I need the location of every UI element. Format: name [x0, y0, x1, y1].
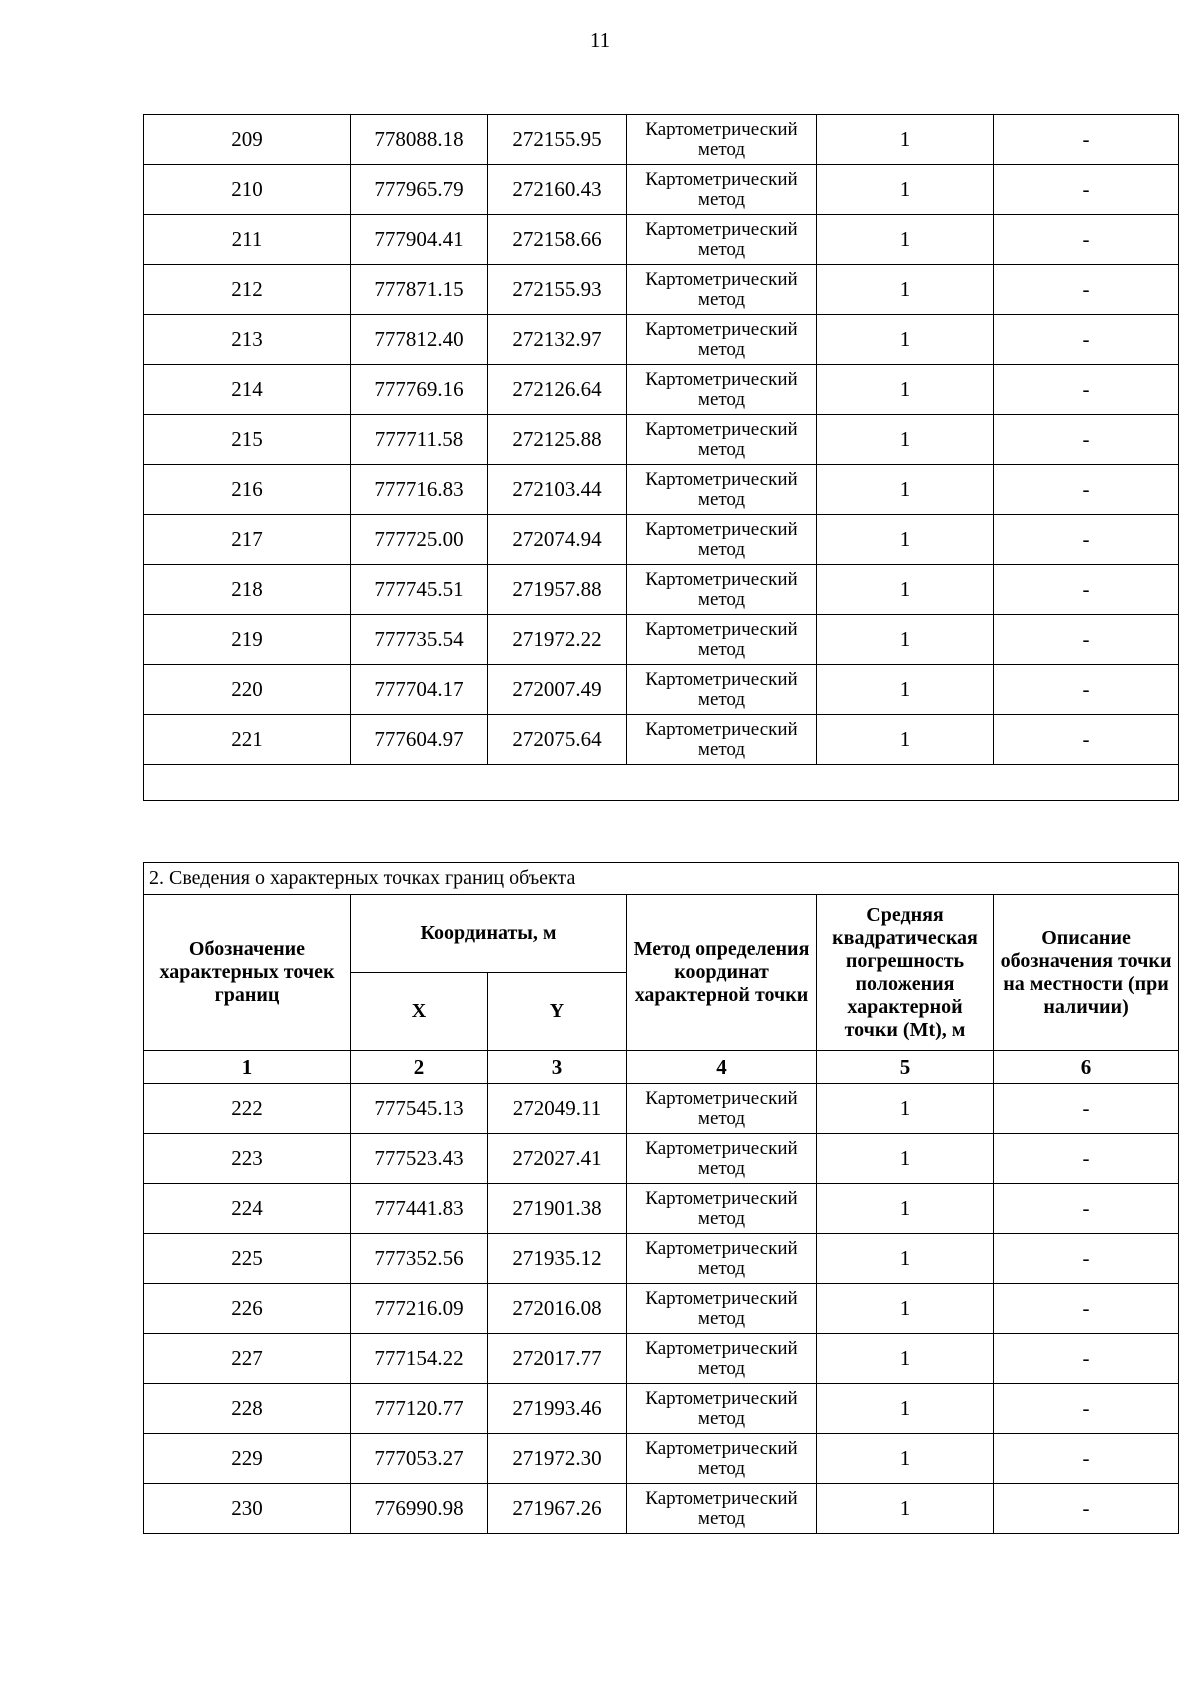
empty-cell — [144, 765, 1179, 801]
header-y: Y — [488, 973, 627, 1051]
y-cell: 272125.88 — [488, 415, 627, 465]
error-cell: 1 — [817, 1084, 994, 1134]
table-row — [144, 465, 1179, 515]
table-row — [144, 565, 1179, 615]
x-cell: 777154.22 — [351, 1334, 488, 1384]
description-cell: - — [994, 565, 1179, 615]
description-cell: - — [994, 1334, 1179, 1384]
column-number: 1 — [144, 1051, 351, 1084]
x-cell: 778088.18 — [351, 115, 488, 165]
column-number: 3 — [488, 1051, 627, 1084]
method-cell: Картометрический метод — [627, 515, 817, 565]
point-cell: 227 — [144, 1334, 351, 1384]
method-cell: Картометрический метод — [627, 1334, 817, 1384]
method-cell: Картометрический метод — [627, 215, 817, 265]
table-row — [144, 315, 1179, 365]
table-row — [144, 365, 1179, 415]
y-cell: 271967.26 — [488, 1484, 627, 1534]
point-cell: 223 — [144, 1134, 351, 1184]
point-cell: 214 — [144, 365, 351, 415]
table-row — [144, 1284, 1179, 1334]
description-cell: - — [994, 215, 1179, 265]
empty-row — [144, 765, 1179, 801]
description-cell: - — [994, 1434, 1179, 1484]
error-cell: 1 — [817, 1384, 994, 1434]
method-cell: Картометрический метод — [627, 1184, 817, 1234]
y-cell: 271993.46 — [488, 1384, 627, 1434]
method-cell: Картометрический метод — [627, 1234, 817, 1284]
x-cell: 777545.13 — [351, 1084, 488, 1134]
point-cell: 209 — [144, 115, 351, 165]
description-cell: - — [994, 315, 1179, 365]
x-cell: 777120.77 — [351, 1384, 488, 1434]
description-cell: - — [994, 665, 1179, 715]
error-cell: 1 — [817, 1234, 994, 1284]
method-cell: Картометрический метод — [627, 415, 817, 465]
method-cell: Картометрический метод — [627, 165, 817, 215]
point-cell: 226 — [144, 1284, 351, 1334]
error-cell: 1 — [817, 265, 994, 315]
description-cell: - — [994, 365, 1179, 415]
error-cell: 1 — [817, 515, 994, 565]
point-cell: 220 — [144, 665, 351, 715]
method-cell: Картометрический метод — [627, 1384, 817, 1434]
point-cell: 210 — [144, 165, 351, 215]
error-cell: 1 — [817, 415, 994, 465]
column-number: 2 — [351, 1051, 488, 1084]
point-cell: 213 — [144, 315, 351, 365]
error-cell: 1 — [817, 565, 994, 615]
table-row — [144, 1084, 1179, 1134]
method-cell: Картометрический метод — [627, 465, 817, 515]
point-cell: 218 — [144, 565, 351, 615]
x-cell: 777725.00 — [351, 515, 488, 565]
point-cell: 217 — [144, 515, 351, 565]
method-cell: Картометрический метод — [627, 715, 817, 765]
error-cell: 1 — [817, 1334, 994, 1384]
method-cell: Картометрический метод — [627, 315, 817, 365]
x-cell: 776990.98 — [351, 1484, 488, 1534]
y-cell: 271972.22 — [488, 615, 627, 665]
error-cell: 1 — [817, 715, 994, 765]
x-cell: 777769.16 — [351, 365, 488, 415]
y-cell: 272160.43 — [488, 165, 627, 215]
boundary-points-table — [143, 862, 1179, 1534]
description-cell: - — [994, 615, 1179, 665]
point-cell: 230 — [144, 1484, 351, 1534]
description-cell: - — [994, 1134, 1179, 1184]
error-cell: 1 — [817, 165, 994, 215]
column-number: 6 — [994, 1051, 1179, 1084]
method-cell: Картометрический метод — [627, 615, 817, 665]
method-cell: Картометрический метод — [627, 365, 817, 415]
table-row — [144, 165, 1179, 215]
table-row — [144, 415, 1179, 465]
point-cell: 225 — [144, 1234, 351, 1284]
y-cell: 271935.12 — [488, 1234, 627, 1284]
table-row — [144, 1484, 1179, 1534]
table-row — [144, 515, 1179, 565]
method-cell: Картометрический метод — [627, 265, 817, 315]
table-caption: 2. Сведения о характерных точках границ объекта — [144, 863, 1179, 895]
table-row — [144, 665, 1179, 715]
y-cell: 272132.97 — [488, 315, 627, 365]
table-row — [144, 1134, 1179, 1184]
description-cell: - — [994, 1234, 1179, 1284]
method-cell: Картометрический метод — [627, 115, 817, 165]
y-cell: 272017.77 — [488, 1334, 627, 1384]
y-cell: 272158.66 — [488, 215, 627, 265]
y-cell: 271901.38 — [488, 1184, 627, 1234]
description-cell: - — [994, 1484, 1179, 1534]
error-cell: 1 — [817, 615, 994, 665]
description-cell: - — [994, 515, 1179, 565]
description-cell: - — [994, 115, 1179, 165]
x-cell: 777053.27 — [351, 1434, 488, 1484]
error-cell: 1 — [817, 1484, 994, 1534]
y-cell: 271957.88 — [488, 565, 627, 615]
method-cell: Картометрический метод — [627, 1134, 817, 1184]
point-cell: 212 — [144, 265, 351, 315]
column-number: 5 — [817, 1051, 994, 1084]
point-cell: 221 — [144, 715, 351, 765]
x-cell: 777216.09 — [351, 1284, 488, 1334]
y-cell: 272074.94 — [488, 515, 627, 565]
description-cell: - — [994, 265, 1179, 315]
header-x: X — [351, 973, 488, 1051]
x-cell: 777704.17 — [351, 665, 488, 715]
x-cell: 777745.51 — [351, 565, 488, 615]
table-2-body — [144, 1084, 1179, 1534]
table-row — [144, 265, 1179, 315]
point-cell: 229 — [144, 1434, 351, 1484]
table-row — [144, 115, 1179, 165]
error-cell: 1 — [817, 215, 994, 265]
header-coordinates: Координаты, м — [351, 895, 627, 973]
method-cell: Картометрический метод — [627, 1084, 817, 1134]
table-row — [144, 1234, 1179, 1284]
x-cell: 777735.54 — [351, 615, 488, 665]
x-cell: 777441.83 — [351, 1184, 488, 1234]
error-cell: 1 — [817, 465, 994, 515]
description-cell: - — [994, 715, 1179, 765]
description-cell: - — [994, 1084, 1179, 1134]
page-number: 11 — [589, 28, 611, 52]
y-cell: 272155.93 — [488, 265, 627, 315]
method-cell: Картометрический метод — [627, 1434, 817, 1484]
y-cell: 272049.11 — [488, 1084, 627, 1134]
error-cell: 1 — [817, 315, 994, 365]
header-method: Метод определения координат характерной точки — [627, 895, 817, 1051]
x-cell: 777604.97 — [351, 715, 488, 765]
table-row — [144, 715, 1179, 765]
table-row — [144, 1334, 1179, 1384]
point-cell: 216 — [144, 465, 351, 515]
error-cell: 1 — [817, 1134, 994, 1184]
table-row — [144, 1434, 1179, 1484]
coordinates-table-continued — [143, 114, 1179, 801]
x-cell: 777711.58 — [351, 415, 488, 465]
table-row — [144, 615, 1179, 665]
header-error: Средняя квадратическая погрешность положения характерной точки (Mt), м — [817, 895, 994, 1051]
method-cell: Картометрический метод — [627, 565, 817, 615]
column-number: 4 — [627, 1051, 817, 1084]
error-cell: 1 — [817, 115, 994, 165]
y-cell: 272007.49 — [488, 665, 627, 715]
x-cell: 777352.56 — [351, 1234, 488, 1284]
error-cell: 1 — [817, 665, 994, 715]
table-row — [144, 1384, 1179, 1434]
y-cell: 272027.41 — [488, 1134, 627, 1184]
error-cell: 1 — [817, 1184, 994, 1234]
y-cell: 271972.30 — [488, 1434, 627, 1484]
method-cell: Картометрический метод — [627, 1284, 817, 1334]
error-cell: 1 — [817, 1284, 994, 1334]
description-cell: - — [994, 415, 1179, 465]
header-description: Описание обозначения точки на местности (при наличии) — [994, 895, 1179, 1051]
description-cell: - — [994, 1184, 1179, 1234]
x-cell: 777904.41 — [351, 215, 488, 265]
point-cell: 222 — [144, 1084, 351, 1134]
y-cell: 272103.44 — [488, 465, 627, 515]
method-cell: Картометрический метод — [627, 665, 817, 715]
x-cell: 777812.40 — [351, 315, 488, 365]
x-cell: 777523.43 — [351, 1134, 488, 1184]
point-cell: 228 — [144, 1384, 351, 1434]
header-point: Обозначение характерных точек границ — [144, 895, 351, 1051]
table-row — [144, 1184, 1179, 1234]
error-cell: 1 — [817, 1434, 994, 1484]
x-cell: 777716.83 — [351, 465, 488, 515]
point-cell: 224 — [144, 1184, 351, 1234]
description-cell: - — [994, 1384, 1179, 1434]
description-cell: - — [994, 1284, 1179, 1334]
x-cell: 777871.15 — [351, 265, 488, 315]
y-cell: 272155.95 — [488, 115, 627, 165]
y-cell: 272126.64 — [488, 365, 627, 415]
y-cell: 272016.08 — [488, 1284, 627, 1334]
x-cell: 777965.79 — [351, 165, 488, 215]
point-cell: 215 — [144, 415, 351, 465]
table-1-body — [144, 115, 1179, 801]
table-row — [144, 215, 1179, 265]
point-cell: 211 — [144, 215, 351, 265]
point-cell: 219 — [144, 615, 351, 665]
description-cell: - — [994, 165, 1179, 215]
error-cell: 1 — [817, 365, 994, 415]
y-cell: 272075.64 — [488, 715, 627, 765]
method-cell: Картометрический метод — [627, 1484, 817, 1534]
description-cell: - — [994, 465, 1179, 515]
